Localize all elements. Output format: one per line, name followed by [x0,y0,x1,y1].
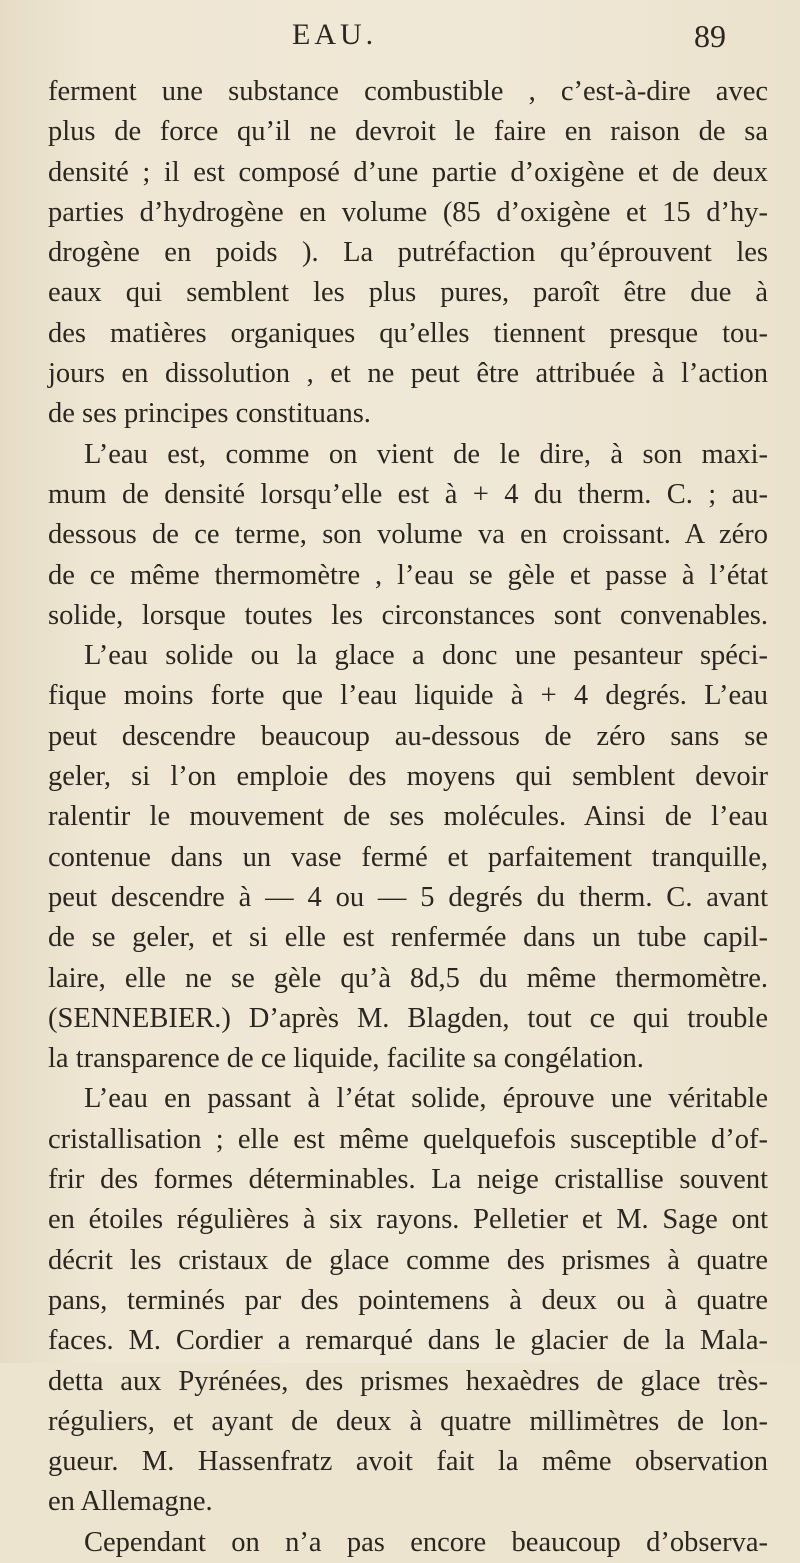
text-line: de ce même thermomètre , l’eau se gèle et passe à l’état [48,559,768,591]
text-line: solide, lorsque toutes les circonstances sont convenables. [48,599,768,631]
page-header [0,14,800,54]
text-line: plus de force qu’il ne devroit le faire en raison de sa [48,116,768,148]
text-line: laire, elle ne se gèle qu’à 8d,5 du même thermomètre. [48,962,768,994]
running-head: EAU. [292,18,378,51]
text-line: frir des formes déterminables. La neige cristallise souvent [48,1164,768,1196]
text-line: gueur. M. Hassenfratz avoit fait la même observation [48,1446,768,1478]
text-line: drogène en poids ). La putréfaction qu’éprouvent les [48,237,768,269]
text-line: parties d’hydrogène en volume (85 d’oxigène et 15 d’hy- [48,196,768,228]
text-line: L’eau est, comme on vient de le dire, à son maxi- [84,438,768,470]
text-line: la transparence de ce liquide, facilite sa congélation. [48,1043,644,1075]
text-line: de se geler, et si elle est renfermée dans un tube capil- [48,922,768,954]
text-line: Cependant on n’a pas encore beaucoup d’observa- [84,1526,768,1558]
text-line: ralentir le mouvement de ses molécules. Ainsi de l’eau [48,801,768,833]
body-text [48,72,768,1563]
text-line: mum de densité lorsqu’elle est à + 4 du therm. C. ; au- [48,478,768,510]
text-line: densité ; il est composé d’une partie d’oxigène et de deux [48,156,768,188]
text-line: pans, terminés par des pointemens à deux ou à quatre [48,1284,768,1316]
text-line: cristallisation ; elle est même quelquefois susceptible d’of- [48,1123,768,1155]
text-line: detta aux Pyrénées, des prismes hexaèdres de glace très- [48,1365,768,1397]
text-line: jours en dissolution , et ne peut être attribuée à l’action [48,358,768,390]
text-line: réguliers, et ayant de deux à quatre millimètres de lon- [48,1405,768,1437]
text-line: L’eau en passant à l’état solide, éprouve une véritable [84,1083,768,1115]
text-line: ferment une substance combustible , c’est-à-dire avec [48,76,768,107]
text-line: dessous de ce terme, son volume va en croissant. A zéro [48,519,768,551]
text-line: (SENNEBIER.) D’après M. Blagden, tout ce qui trouble [48,1002,768,1034]
text-line: des matières organiques qu’elles tiennent presque tou- [48,317,768,349]
text-line: peut descendre beaucoup au-dessous de zéro sans se [48,720,768,752]
text-line: en Allemagne. [48,1486,213,1518]
text-line: fique moins forte que l’eau liquide à + 4 degrés. L’eau [48,680,768,712]
text-line: décrit les cristaux de glace comme des prismes à quatre [48,1244,768,1276]
text-line: en étoiles régulières à six rayons. Pelletier et M. Sage ont [48,1204,768,1236]
text-line: L’eau solide ou la glace a donc une pesanteur spéci- [84,640,768,672]
text-line: contenue dans un vase fermé et parfaitement tranquille, [48,841,768,873]
text-line: peut descendre à — 4 ou — 5 degrés du therm. C. avant [48,881,768,913]
text-line: eaux qui semblent les plus pures, paroît être due à [48,277,768,309]
text-line: de ses principes constituans. [48,398,371,430]
page-number: 89 [694,18,726,54]
text-line: faces. M. Cordier a remarqué dans le glacier de la Mala- [48,1325,768,1357]
text-line: geler, si l’on emploie des moyens qui semblent devoir [48,761,768,793]
